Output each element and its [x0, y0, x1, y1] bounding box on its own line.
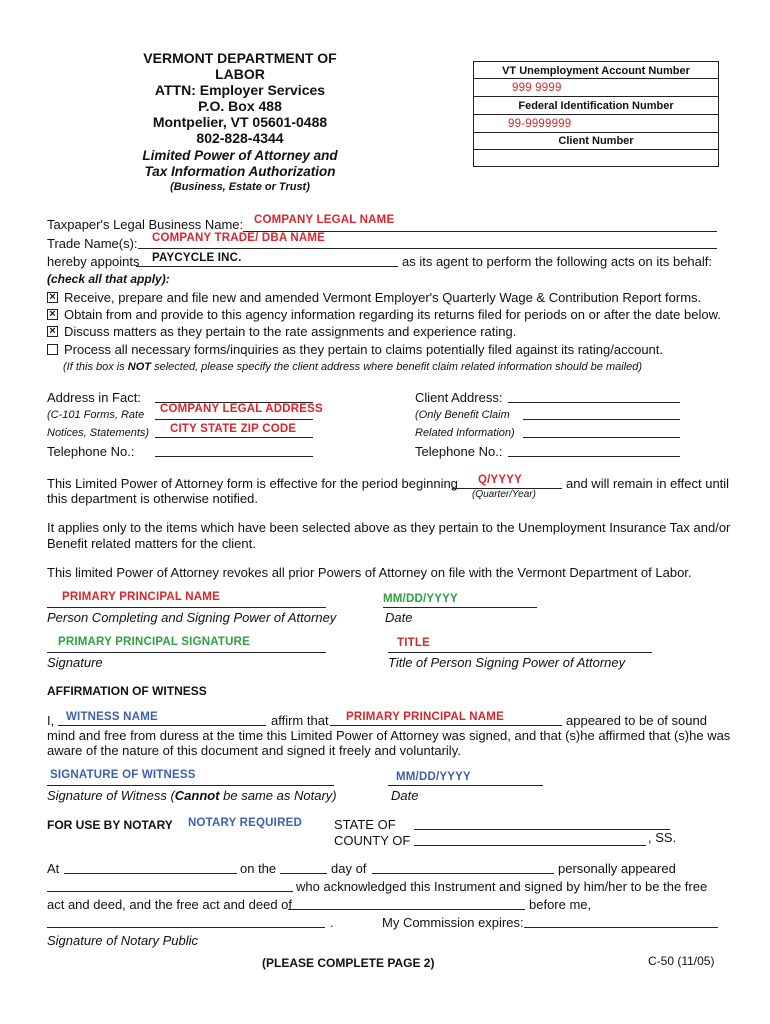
form-title	[110, 148, 370, 194]
agent-name-field[interactable]: PAYCYCLE INC.	[152, 252, 242, 264]
affirmed-principal-field[interactable]: PRIMARY PRINCIPAL NAME	[346, 711, 504, 723]
effective-line2: this department is otherwise notified.	[47, 491, 258, 506]
before-me-label: before me,	[529, 897, 592, 912]
principal-signature-field[interactable]: PRIMARY PRINCIPAL SIGNATURE	[58, 636, 250, 648]
effective-post: and will remain in effect until	[566, 476, 730, 491]
person-name-label: Person Completing and Signing Power of Attorney	[47, 610, 337, 625]
witness-name-field[interactable]: WITNESS NAME	[66, 711, 158, 723]
applies-text-2: Benefit related matters for the client.	[47, 536, 256, 551]
witness-text-2: mind and free from duress at the time this Limited Power of Attorney was signed, and that (s)he affirmed that (s)he was	[47, 728, 731, 743]
client-address-sub2: Related Information)	[415, 427, 515, 439]
title-line2: Tax Information Authorization	[144, 164, 336, 179]
appoints-suffix: as its agent to perform the following acts on its behalf:	[402, 254, 713, 269]
commission-expires-label: My Commission expires:	[382, 915, 524, 930]
act-text-3: Discuss matters as they pertain to the rate assignments and experience rating.	[64, 324, 517, 339]
personally-appeared-label: personally appeared	[558, 861, 676, 876]
notary-signature-label: Signature of Notary Public	[47, 933, 199, 948]
legal-name-field[interactable]: COMPANY LEGAL NAME	[254, 214, 395, 226]
address-fact-tel-label: Telephone No.:	[47, 444, 135, 459]
trade-name-label: Trade Name(s):	[47, 236, 138, 251]
witness-date-field[interactable]: MM/DD/YYYY	[396, 771, 471, 783]
signature-label: Signature	[47, 655, 103, 670]
address-fact-line2[interactable]: CITY STATE ZIP CODE	[170, 423, 297, 435]
address-fact-line1[interactable]: COMPANY LEGAL ADDRESS	[160, 403, 323, 415]
act-checkbox-2[interactable]: ×	[47, 309, 58, 320]
act-checkbox-4[interactable]	[47, 344, 58, 355]
notary-period: .	[330, 915, 334, 930]
title-sub: (Business, Estate or Trust)	[170, 181, 310, 193]
state-of-label: STATE OF	[334, 817, 396, 832]
client-address-label: Client Address:	[415, 390, 503, 405]
signing-date-label: Date	[385, 610, 413, 625]
ss-label: , SS.	[648, 830, 677, 845]
notary-required-field[interactable]: NOTARY REQUIRED	[188, 817, 302, 829]
trade-name-field[interactable]: COMPANY TRADE/ DBA NAME	[152, 232, 326, 244]
client-number-label: Client Number	[558, 135, 634, 147]
vt-account-value[interactable]: 999 9999	[512, 82, 562, 94]
legal-name-label: Taxpaper's Legal Business Name:	[47, 217, 244, 232]
witness-heading: AFFIRMATION OF WITNESS	[47, 684, 207, 698]
page2-instruction: (PLEASE COMPLETE PAGE 2)	[262, 956, 435, 970]
client-tel-label: Telephone No.:	[415, 444, 503, 459]
person-name-field[interactable]: PRIMARY PRINCIPAL NAME	[62, 591, 220, 603]
witness-i-label: I,	[47, 713, 55, 728]
witness-signature-label: Signature of Witness (Cannot be same as Notary)	[47, 788, 337, 803]
signing-date-field[interactable]: MM/DD/YYYY	[383, 593, 458, 605]
agency-name: VERMONT DEPARTMENT OF LABOR	[143, 50, 337, 82]
act-text-1: Receive, prepare and file new and amended Vermont Employer's Quarterly Wage & Contribution Report forms.	[64, 290, 702, 305]
effective-text: This Limited Power of Attorney form is effective for the period beginning	[47, 476, 458, 491]
account-box	[473, 61, 719, 167]
agency-header	[120, 50, 360, 146]
act-checkbox-3[interactable]: ×	[47, 326, 58, 337]
act-text-4: Process all necessary forms/inquiries as they pertain to claims potentially filed against its rating/account.	[64, 342, 664, 357]
act-checkbox-1[interactable]: ×	[47, 292, 58, 303]
notary-day-of-label: day of	[331, 861, 367, 876]
witness-signature-field[interactable]: SIGNATURE OF WITNESS	[50, 769, 196, 781]
acts-note: (If this box is NOT selected, please specify the client address where benefit claim related information should be mailed)	[63, 361, 643, 373]
form-id: C-50 (11/05)	[648, 954, 715, 968]
appoints-label: hereby appoints	[47, 254, 140, 269]
notary-heading: FOR USE BY NOTARY	[47, 818, 173, 832]
notary-at-label: At	[47, 861, 60, 876]
act-text-2: Obtain from and provide to this agency information regarding its returns filed for periods on or after the date below.	[64, 307, 721, 322]
po-box: P.O. Box 488	[198, 98, 282, 114]
vt-account-label: VT Unemployment Account Number	[502, 65, 690, 77]
applies-text-1: It applies only to the items which have been selected above as they pertain to the Unemployment Insurance Tax and/or	[47, 520, 731, 535]
county-of-label: COUNTY OF	[334, 833, 411, 848]
phone-line: 802-828-4344	[196, 130, 284, 146]
fein-value[interactable]: 99-9999999	[508, 118, 572, 130]
address-fact-label: Address in Fact:	[47, 390, 141, 405]
title-field[interactable]: TITLE	[397, 637, 430, 649]
affirm-label: affirm that	[271, 713, 329, 728]
title-line1: Limited Power of Attorney and	[142, 148, 338, 163]
revokes-text: This limited Power of Attorney revokes all prior Powers of Attorney on file with the Vermont Department of Labor.	[47, 565, 692, 580]
title-label: Title of Person Signing Power of Attorney	[388, 655, 626, 670]
fein-label: Federal Identification Number	[518, 100, 674, 112]
check-note: (check all that apply):	[47, 272, 170, 286]
quarter-year-note: (Quarter/Year)	[472, 489, 536, 500]
witness-text-3: aware of the nature of this document and signed it freely and voluntarily.	[47, 743, 461, 758]
witness-date-label: Date	[391, 788, 419, 803]
acknowledged-text: who acknowledged this Instrument and signed by him/her to be the free	[296, 879, 708, 894]
address-fact-sub2: Notices, Statements)	[47, 427, 150, 439]
effective-period-field[interactable]: Q/YYYY	[478, 474, 523, 486]
notary-on-the-label: on the	[240, 861, 277, 876]
client-address-sub1: (Only Benefit Claim	[415, 409, 510, 421]
appeared-label: appeared to be of sound	[566, 713, 707, 728]
attn-line: ATTN: Employer Services	[154, 82, 326, 98]
address-fact-sub1: (C-101 Forms, Rate	[47, 409, 145, 421]
city-line: Montpelier, VT 05601-0488	[152, 114, 328, 130]
act-deed-text: act and deed, and the free act and deed of	[47, 897, 293, 912]
